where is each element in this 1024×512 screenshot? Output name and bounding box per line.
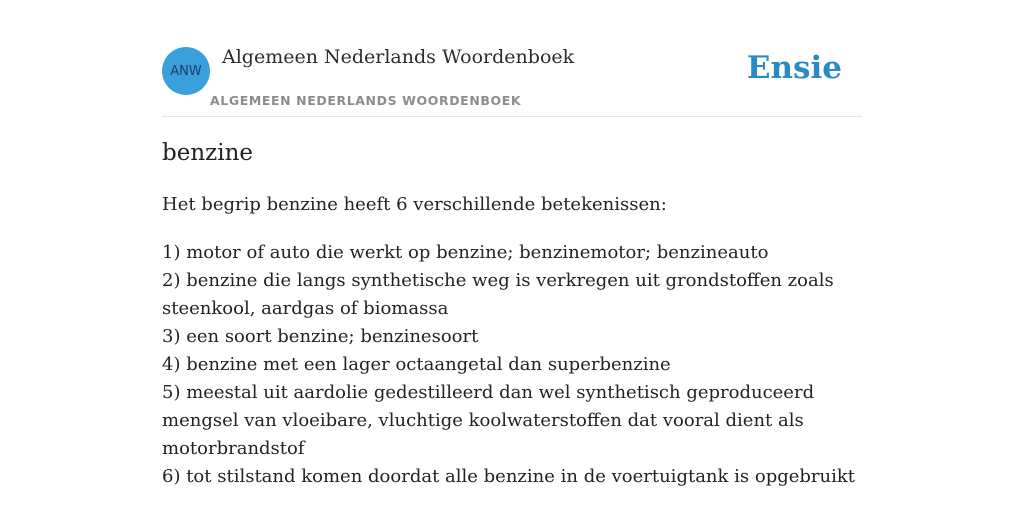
- meaning-item: 5) meestal uit aardolie gedestilleerd dan wel synthetisch geproduceerd mengsel van vloeibare, vluchtige koolwaterstoffen dat vooral dient als motorbrandstof: [162, 382, 815, 459]
- ensie-logo-link[interactable]: Ensie: [746, 50, 842, 86]
- source-title: Algemeen Nederlands Woordenboek: [222, 46, 575, 68]
- meanings-list: [162, 239, 862, 491]
- meaning-item: 3) een soort benzine; benzinesoort: [162, 326, 479, 347]
- source-subtitle: ALGEMEEN NEDERLANDS WOORDENBOEK: [210, 93, 522, 108]
- entry-intro: Het begrip benzine heeft 6 verschillende betekenissen:: [162, 194, 667, 215]
- meaning-item: 2) benzine die langs synthetische weg is verkregen uit grondstoffen zoals steenkool, aardgas of biomassa: [162, 270, 834, 319]
- entry-word: benzine: [162, 140, 254, 166]
- meaning-item: 4) benzine met een lager octaangetal dan superbenzine: [162, 354, 671, 375]
- entry-card: [162, 0, 862, 512]
- source-header: [162, 0, 862, 117]
- anw-logo: ANW: [162, 47, 210, 95]
- meaning-item: 6) tot stilstand komen doordat alle benzine in de voertuigtank is opgebruikt: [162, 466, 856, 487]
- meaning-item: 1) motor of auto die werkt op benzine; benzinemotor; benzineauto: [162, 242, 769, 263]
